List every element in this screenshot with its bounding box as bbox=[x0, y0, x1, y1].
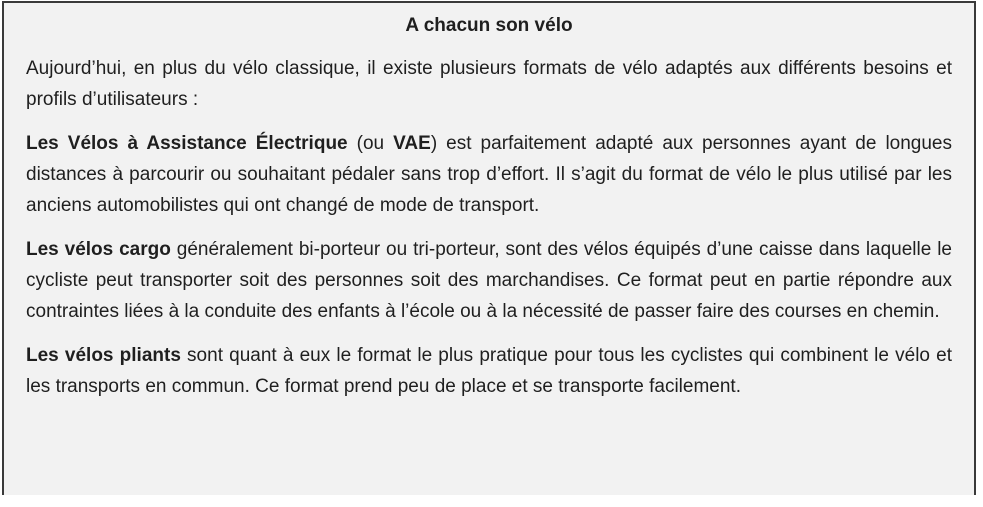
intro-paragraph: Aujourd’hui, en plus du vélo classique, il existe plusieurs formats de vélo adaptés aux différents besoins et profils d’utilisateurs : bbox=[26, 58, 952, 110]
cargo-text: généralement bi-porteur ou tri-porteur, sont des vélos équipés d’une caisse dans laquelle le cycliste peut transporter soit des personnes soit des marchandises. Ce format peut en partie répondre aux contraintes liées à la conduite des enfants à l’école ou à la nécessité de passer faire des courses en chemin. bbox=[26, 239, 952, 322]
vae-paragraph bbox=[26, 128, 952, 221]
vae-text: ) est parfaitement adapté aux personnes ayant de longues distances à parcourir ou souhaitant pédaler sans trop d’effort. Il s’agit du format de vélo le plus utilisé par les anciens automobilistes qui ont changé de mode de transport. bbox=[26, 133, 952, 216]
pliants-paragraph bbox=[26, 340, 952, 402]
box-title: A chacun son vélo bbox=[405, 15, 573, 36]
pliants-text: sont quant à eux le format le plus pratique pour tous les cyclistes qui combinent le vélo et les transports en commun. Ce format prend peu de place et se transporte facilement. bbox=[26, 345, 952, 397]
pliants-term: Les vélos pliants bbox=[26, 345, 181, 366]
vae-mid: (ou bbox=[347, 133, 394, 154]
cargo-term: Les vélos cargo bbox=[26, 239, 171, 260]
vae-abbr: VAE bbox=[393, 133, 431, 154]
text-box bbox=[2, 1, 976, 495]
vae-term: Les Vélos à Assistance Électrique bbox=[26, 133, 348, 154]
cargo-paragraph bbox=[26, 234, 952, 327]
